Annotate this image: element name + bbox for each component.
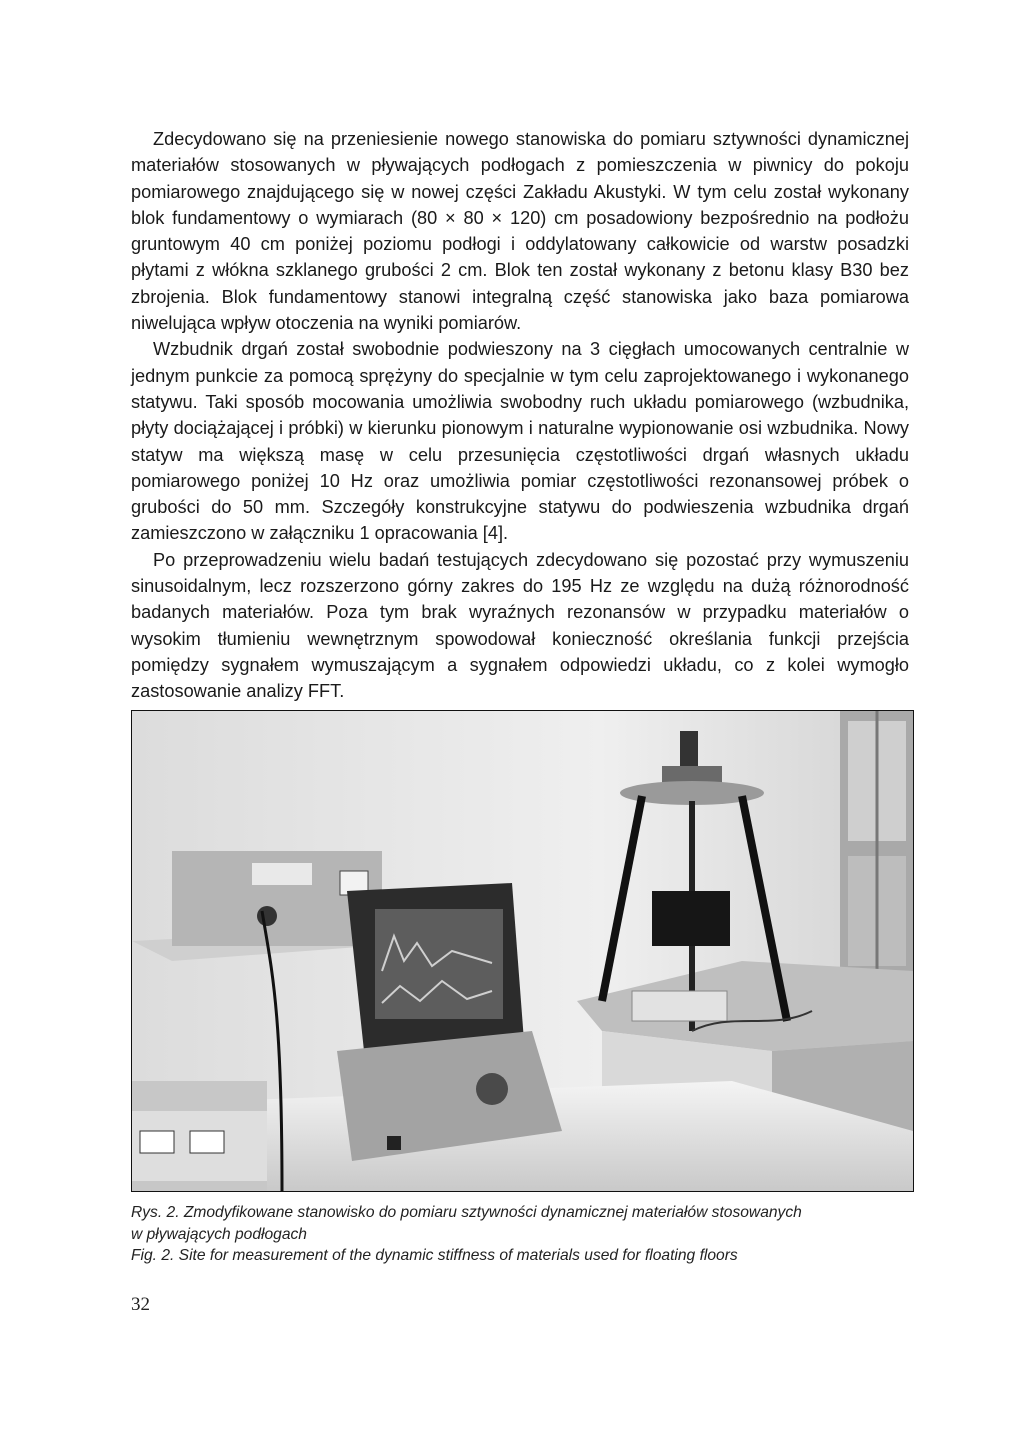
paragraph-2: Wzbudnik drgań został swobodnie podwieszony na 3 cięgłach umocowanych centralnie w jednym punkcie za pomocą sprężyny do specjalnie w tym celu zaprojektowanego i wykonanego statywu. Taki sposób mocowania umożliwia swobodny ruch układu pomiarowego (wzbudnika, płyty dociążającej i próbki) w kierunku pionowym i naturalne wypionowanie osi wzbudnika. Nowy statyw ma większą masę w celu przesunięcia częstotliwości drgań własnych układu pomiarowego poniżej 10 Hz oraz umożliwia pomiar częstotliwości rezonansowej próbek o grubości do 50 mm. Szczegóły konstrukcyjne statywu do podwieszenia wzbudnika drgań zamieszczono w załączniku 1 opracowania [4]. [131, 339, 909, 544]
paragraph-3: Po przeprowadzeniu wielu badań testujących zdecydowano się pozostać przy wymuszeniu sinusoidalnym, lecz rozszerzono górny zakres do 195 Hz ze względu na dużą różnorodność badanych materiałów. Poza tym brak wyraźnych rezonansów w przypadku materiałów o wysokim tłumieniu wewnętrznym spowodował konieczność określania funkcji przejścia pomiędzy sygnałem wymuszającym a sygnałem odpowiedzi układu, co z kolei wymogło zastosowanie analizy FFT. [131, 549, 909, 702]
body-text [131, 126, 909, 705]
shaker [652, 891, 730, 946]
caption-pl-line2: w pływających podłogach [131, 1225, 307, 1243]
figure-caption [131, 1202, 921, 1267]
lab-setup-photo [132, 711, 913, 1191]
caption-pl-line1: Rys. 2. Zmodyfikowane stanowisko do pomiaru sztywności dynamicznej materiałów stosowanych [131, 1204, 802, 1221]
figure-photo [131, 710, 914, 1192]
paragraph-1: Zdecydowano się na przeniesienie nowego stanowiska do pomiaru sztywności dynamicznej materiałów stosowanych w pływających podłogach z pomieszczenia w piwnicy do pokoju pomiarowego znajdującego się w nowej części Zakładu Akustyki. W tym celu został wykonany blok fundamentowy o wymiarach (80 × 80 × 120) cm posadowiony bezpośrednio na podłożu gruntowym 40 cm poniżej poziomu podłogi i oddylatowany całkowicie od warstw posadzki płytami z włókna szklanego grubości 2 cm. Blok ten został wykonany z betonu klasy B30 bez zbrojenia. Blok fundamentowy stanowi integralną część stanowiska jako baza pomiarowa niwelująca wpływ otoczenia na wyniki pomiarów. [131, 129, 909, 334]
page-number: 32 [131, 1294, 150, 1315]
caption-en: Fig. 2. Site for measurement of the dynamic stiffness of materials used for floating floors [131, 1247, 738, 1264]
